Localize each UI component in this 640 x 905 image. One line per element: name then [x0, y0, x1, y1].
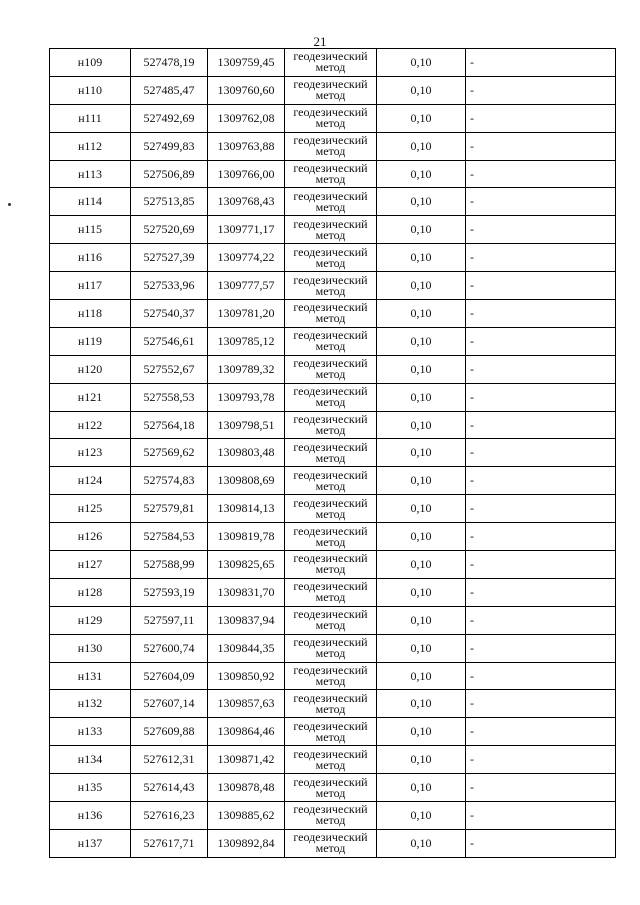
table-row	[50, 439, 616, 467]
table-row	[50, 49, 616, 77]
note-cell: -	[466, 132, 616, 160]
point-cell: н109	[50, 49, 131, 77]
y-coordinate-cell: 1309774,22	[208, 244, 285, 272]
x-coordinate-cell: 527533,96	[131, 272, 208, 300]
table-row	[50, 188, 616, 216]
accuracy-cell: 0,10	[377, 160, 466, 188]
accuracy-cell: 0,10	[377, 578, 466, 606]
point-cell: н113	[50, 160, 131, 188]
y-coordinate-cell: 1309803,48	[208, 439, 285, 467]
accuracy-cell: 0,10	[377, 188, 466, 216]
accuracy-cell: 0,10	[377, 606, 466, 634]
accuracy-cell: 0,10	[377, 439, 466, 467]
table-row	[50, 690, 616, 718]
note-cell: -	[466, 606, 616, 634]
x-coordinate-cell: 527564,18	[131, 411, 208, 439]
note-cell: -	[466, 300, 616, 328]
table-row	[50, 244, 616, 272]
note-cell: -	[466, 439, 616, 467]
x-coordinate-cell: 527520,69	[131, 216, 208, 244]
point-cell: н127	[50, 551, 131, 579]
accuracy-cell: 0,10	[377, 244, 466, 272]
method-cell: геодезический метод	[285, 411, 377, 439]
y-coordinate-cell: 1309777,57	[208, 272, 285, 300]
method-cell: геодезический метод	[285, 495, 377, 523]
y-coordinate-cell: 1309885,62	[208, 802, 285, 830]
x-coordinate-cell: 527574,83	[131, 467, 208, 495]
method-cell: геодезический метод	[285, 606, 377, 634]
x-coordinate-cell: 527612,31	[131, 746, 208, 774]
y-coordinate-cell: 1309760,60	[208, 76, 285, 104]
point-cell: н120	[50, 355, 131, 383]
note-cell: -	[466, 829, 616, 857]
method-cell: геодезический метод	[285, 690, 377, 718]
point-cell: н131	[50, 662, 131, 690]
point-cell: н111	[50, 104, 131, 132]
note-cell: -	[466, 160, 616, 188]
point-cell: н133	[50, 718, 131, 746]
accuracy-cell: 0,10	[377, 355, 466, 383]
point-cell: н116	[50, 244, 131, 272]
y-coordinate-cell: 1309759,45	[208, 49, 285, 77]
method-cell: геодезический метод	[285, 132, 377, 160]
y-coordinate-cell: 1309871,42	[208, 746, 285, 774]
x-coordinate-cell: 527607,14	[131, 690, 208, 718]
point-cell: н129	[50, 606, 131, 634]
x-coordinate-cell: 527569,62	[131, 439, 208, 467]
x-coordinate-cell: 527485,47	[131, 76, 208, 104]
method-cell: геодезический метод	[285, 439, 377, 467]
point-cell: н125	[50, 495, 131, 523]
accuracy-cell: 0,10	[377, 49, 466, 77]
x-coordinate-cell: 527546,61	[131, 327, 208, 355]
point-cell: н132	[50, 690, 131, 718]
accuracy-cell: 0,10	[377, 718, 466, 746]
y-coordinate-cell: 1309837,94	[208, 606, 285, 634]
table-row	[50, 802, 616, 830]
note-cell: -	[466, 216, 616, 244]
table-row	[50, 774, 616, 802]
y-coordinate-cell: 1309850,92	[208, 662, 285, 690]
x-coordinate-cell: 527588,99	[131, 551, 208, 579]
note-cell: -	[466, 244, 616, 272]
table-row	[50, 355, 616, 383]
method-cell: геодезический метод	[285, 718, 377, 746]
point-cell: н124	[50, 467, 131, 495]
y-coordinate-cell: 1309789,32	[208, 355, 285, 383]
table-row	[50, 300, 616, 328]
note-cell: -	[466, 690, 616, 718]
x-coordinate-cell: 527513,85	[131, 188, 208, 216]
y-coordinate-cell: 1309785,12	[208, 327, 285, 355]
y-coordinate-cell: 1309768,43	[208, 188, 285, 216]
accuracy-cell: 0,10	[377, 327, 466, 355]
table-row	[50, 104, 616, 132]
note-cell: -	[466, 634, 616, 662]
note-cell: -	[466, 802, 616, 830]
y-coordinate-cell: 1309864,46	[208, 718, 285, 746]
y-coordinate-cell: 1309831,70	[208, 578, 285, 606]
y-coordinate-cell: 1309798,51	[208, 411, 285, 439]
accuracy-cell: 0,10	[377, 774, 466, 802]
table-row	[50, 634, 616, 662]
accuracy-cell: 0,10	[377, 802, 466, 830]
method-cell: геодезический метод	[285, 244, 377, 272]
note-cell: -	[466, 662, 616, 690]
x-coordinate-cell: 527584,53	[131, 523, 208, 551]
table-row	[50, 76, 616, 104]
note-cell: -	[466, 523, 616, 551]
note-cell: -	[466, 188, 616, 216]
table-row	[50, 495, 616, 523]
point-cell: н114	[50, 188, 131, 216]
note-cell: -	[466, 551, 616, 579]
point-cell: н121	[50, 383, 131, 411]
table-row	[50, 662, 616, 690]
note-cell: -	[466, 355, 616, 383]
accuracy-cell: 0,10	[377, 634, 466, 662]
x-coordinate-cell: 527499,83	[131, 132, 208, 160]
table-row	[50, 132, 616, 160]
accuracy-cell: 0,10	[377, 300, 466, 328]
note-cell: -	[466, 495, 616, 523]
method-cell: геодезический метод	[285, 272, 377, 300]
method-cell: геодезический метод	[285, 523, 377, 551]
x-coordinate-cell: 527527,39	[131, 244, 208, 272]
accuracy-cell: 0,10	[377, 467, 466, 495]
point-cell: н118	[50, 300, 131, 328]
accuracy-cell: 0,10	[377, 411, 466, 439]
table-row	[50, 272, 616, 300]
table-row	[50, 160, 616, 188]
x-coordinate-cell: 527593,19	[131, 578, 208, 606]
method-cell: геодезический метод	[285, 634, 377, 662]
y-coordinate-cell: 1309766,00	[208, 160, 285, 188]
method-cell: геодезический метод	[285, 188, 377, 216]
point-cell: н128	[50, 578, 131, 606]
x-coordinate-cell: 527617,71	[131, 829, 208, 857]
method-cell: геодезический метод	[285, 216, 377, 244]
y-coordinate-cell: 1309819,78	[208, 523, 285, 551]
x-coordinate-cell: 527492,69	[131, 104, 208, 132]
y-coordinate-cell: 1309857,63	[208, 690, 285, 718]
point-cell: н137	[50, 829, 131, 857]
accuracy-cell: 0,10	[377, 495, 466, 523]
method-cell: геодезический метод	[285, 49, 377, 77]
x-coordinate-cell: 527597,11	[131, 606, 208, 634]
method-cell: геодезический метод	[285, 802, 377, 830]
method-cell: геодезический метод	[285, 829, 377, 857]
method-cell: геодезический метод	[285, 774, 377, 802]
accuracy-cell: 0,10	[377, 383, 466, 411]
point-cell: н136	[50, 802, 131, 830]
y-coordinate-cell: 1309771,17	[208, 216, 285, 244]
page-number: 21	[313, 34, 327, 49]
method-cell: геодезический метод	[285, 467, 377, 495]
note-cell: -	[466, 327, 616, 355]
method-cell: геодезический метод	[285, 662, 377, 690]
note-cell: -	[466, 272, 616, 300]
coordinates-table-body	[50, 49, 616, 858]
table-row	[50, 551, 616, 579]
table-row	[50, 467, 616, 495]
point-cell: н115	[50, 216, 131, 244]
note-cell: -	[466, 467, 616, 495]
note-cell: -	[466, 49, 616, 77]
y-coordinate-cell: 1309825,65	[208, 551, 285, 579]
note-cell: -	[466, 383, 616, 411]
x-coordinate-cell: 527552,67	[131, 355, 208, 383]
point-cell: н134	[50, 746, 131, 774]
y-coordinate-cell: 1309878,48	[208, 774, 285, 802]
table-row	[50, 746, 616, 774]
point-cell: н126	[50, 523, 131, 551]
point-cell: н117	[50, 272, 131, 300]
note-cell: -	[466, 578, 616, 606]
note-cell: -	[466, 774, 616, 802]
table-row	[50, 606, 616, 634]
scan-speck	[8, 203, 11, 206]
point-cell: н110	[50, 76, 131, 104]
x-coordinate-cell: 527579,81	[131, 495, 208, 523]
accuracy-cell: 0,10	[377, 829, 466, 857]
accuracy-cell: 0,10	[377, 551, 466, 579]
table-row	[50, 523, 616, 551]
coordinates-table	[49, 48, 616, 858]
method-cell: геодезический метод	[285, 327, 377, 355]
accuracy-cell: 0,10	[377, 746, 466, 774]
accuracy-cell: 0,10	[377, 76, 466, 104]
note-cell: -	[466, 76, 616, 104]
x-coordinate-cell: 527540,37	[131, 300, 208, 328]
table-row	[50, 578, 616, 606]
y-coordinate-cell: 1309762,08	[208, 104, 285, 132]
y-coordinate-cell: 1309844,35	[208, 634, 285, 662]
table-row	[50, 411, 616, 439]
y-coordinate-cell: 1309793,78	[208, 383, 285, 411]
method-cell: геодезический метод	[285, 355, 377, 383]
table-row	[50, 216, 616, 244]
table-row	[50, 383, 616, 411]
point-cell: н130	[50, 634, 131, 662]
y-coordinate-cell: 1309781,20	[208, 300, 285, 328]
note-cell: -	[466, 718, 616, 746]
accuracy-cell: 0,10	[377, 104, 466, 132]
accuracy-cell: 0,10	[377, 523, 466, 551]
table-row	[50, 327, 616, 355]
point-cell: н122	[50, 411, 131, 439]
y-coordinate-cell: 1309892,84	[208, 829, 285, 857]
x-coordinate-cell: 527478,19	[131, 49, 208, 77]
accuracy-cell: 0,10	[377, 690, 466, 718]
method-cell: геодезический метод	[285, 300, 377, 328]
x-coordinate-cell: 527614,43	[131, 774, 208, 802]
note-cell: -	[466, 746, 616, 774]
x-coordinate-cell: 527604,09	[131, 662, 208, 690]
accuracy-cell: 0,10	[377, 662, 466, 690]
point-cell: н123	[50, 439, 131, 467]
x-coordinate-cell: 527506,89	[131, 160, 208, 188]
method-cell: геодезический метод	[285, 551, 377, 579]
x-coordinate-cell: 527600,74	[131, 634, 208, 662]
method-cell: геодезический метод	[285, 160, 377, 188]
method-cell: геодезический метод	[285, 104, 377, 132]
note-cell: -	[466, 411, 616, 439]
point-cell: н119	[50, 327, 131, 355]
x-coordinate-cell: 527609,88	[131, 718, 208, 746]
point-cell: н112	[50, 132, 131, 160]
note-cell: -	[466, 104, 616, 132]
accuracy-cell: 0,10	[377, 216, 466, 244]
y-coordinate-cell: 1309814,13	[208, 495, 285, 523]
table-row	[50, 718, 616, 746]
point-cell: н135	[50, 774, 131, 802]
table-row	[50, 829, 616, 857]
method-cell: геодезический метод	[285, 76, 377, 104]
y-coordinate-cell: 1309763,88	[208, 132, 285, 160]
accuracy-cell: 0,10	[377, 132, 466, 160]
method-cell: геодезический метод	[285, 578, 377, 606]
x-coordinate-cell: 527558,53	[131, 383, 208, 411]
x-coordinate-cell: 527616,23	[131, 802, 208, 830]
method-cell: геодезический метод	[285, 746, 377, 774]
y-coordinate-cell: 1309808,69	[208, 467, 285, 495]
method-cell: геодезический метод	[285, 383, 377, 411]
accuracy-cell: 0,10	[377, 272, 466, 300]
